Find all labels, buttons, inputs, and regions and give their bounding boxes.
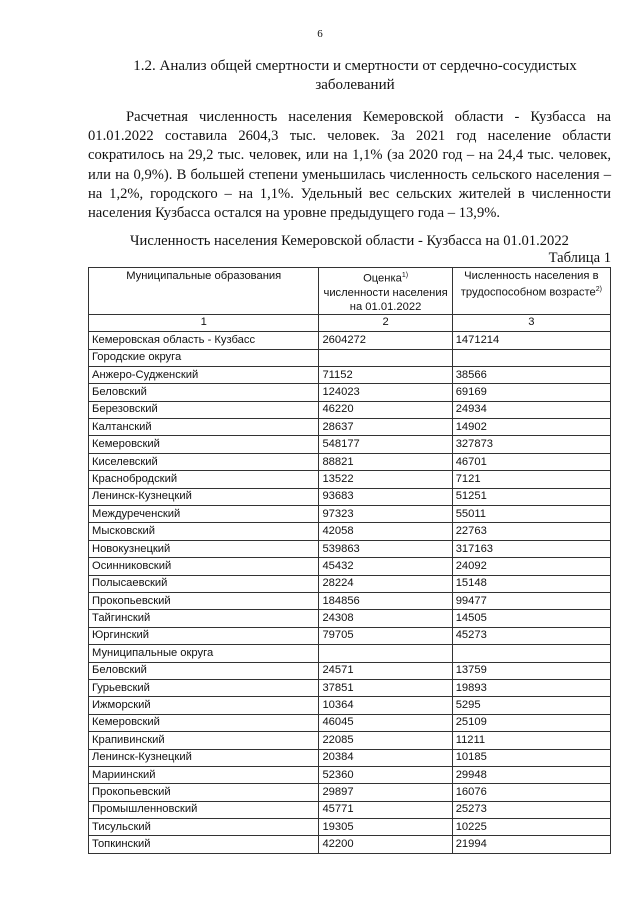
- cell-municipality: Прокопьевский: [89, 592, 319, 609]
- table-row: [89, 592, 611, 609]
- cell-working-age: 55011: [452, 506, 610, 523]
- header-working-age-label: Численность населения в трудоспособном возрасте: [460, 270, 599, 299]
- cell-working-age: 317163: [452, 540, 610, 557]
- table-caption: Численность населения Кемеровской области - Кузбасса на 01.01.2022: [130, 233, 569, 249]
- cell-municipality: Прокопьевский: [89, 784, 319, 801]
- cell-working-age: 10185: [452, 749, 610, 766]
- header-working-age-footnote: 2): [595, 286, 602, 293]
- table-row: [89, 384, 611, 401]
- cell-municipality: Мысковский: [89, 523, 319, 540]
- cell-working-age: 99477: [452, 592, 610, 609]
- cell-municipality: Киселевский: [89, 453, 319, 470]
- cell-estimate: 71152: [319, 366, 452, 383]
- cell-municipality: Беловский: [89, 384, 319, 401]
- table-row: [89, 540, 611, 557]
- cell-municipality: Анжеро-Судженский: [89, 366, 319, 383]
- cell-municipality: Кемеровская область - Кузбасс: [89, 332, 319, 349]
- cell-estimate: 548177: [319, 436, 452, 453]
- cell-municipality: Кемеровский: [89, 714, 319, 731]
- table-number: Таблица 1: [548, 250, 611, 266]
- column-number: 2: [319, 314, 452, 331]
- cell-estimate: 79705: [319, 627, 452, 644]
- cell-working-age: 11211: [452, 732, 610, 749]
- cell-estimate: 28637: [319, 419, 452, 436]
- cell-estimate: 45432: [319, 558, 452, 575]
- cell-municipality: Тисульский: [89, 819, 319, 836]
- cell-working-age: [452, 349, 610, 366]
- cell-municipality: Ижморский: [89, 697, 319, 714]
- cell-estimate: 19305: [319, 819, 452, 836]
- cell-working-age: 29948: [452, 766, 610, 783]
- cell-municipality: Мариинский: [89, 766, 319, 783]
- table-row: [89, 488, 611, 505]
- cell-working-age: 14505: [452, 610, 610, 627]
- table-row: [89, 836, 611, 853]
- cell-municipality: Промышленновский: [89, 801, 319, 818]
- cell-working-age: [452, 645, 610, 662]
- cell-municipality: Новокузнецкий: [89, 540, 319, 557]
- table-row: [89, 523, 611, 540]
- cell-municipality: Беловский: [89, 662, 319, 679]
- cell-estimate: 97323: [319, 506, 452, 523]
- cell-estimate: 88821: [319, 453, 452, 470]
- cell-working-age: 5295: [452, 697, 610, 714]
- cell-estimate: [319, 645, 452, 662]
- cell-working-age: 16076: [452, 784, 610, 801]
- cell-estimate: 124023: [319, 384, 452, 401]
- cell-working-age: 7121: [452, 471, 610, 488]
- table-row: [89, 627, 611, 644]
- cell-estimate: 52360: [319, 766, 452, 783]
- table-row: [89, 558, 611, 575]
- table-row: [89, 732, 611, 749]
- table-row: [89, 645, 611, 662]
- section-heading: 1.2. Анализ общей смертности и смертности от сердечно-сосудистых заболеваний: [133, 58, 577, 93]
- cell-working-age: 38566: [452, 366, 610, 383]
- cell-estimate: [319, 349, 452, 366]
- cell-working-age: 46701: [452, 453, 610, 470]
- cell-estimate: 42058: [319, 523, 452, 540]
- table-row: [89, 784, 611, 801]
- cell-estimate: 2604272: [319, 332, 452, 349]
- table-row: [89, 436, 611, 453]
- cell-working-age: 69169: [452, 384, 610, 401]
- column-number: 3: [452, 314, 610, 331]
- header-working-age: [452, 268, 610, 315]
- cell-working-age: 21994: [452, 836, 610, 853]
- cell-estimate: 24571: [319, 662, 452, 679]
- cell-working-age: 25273: [452, 801, 610, 818]
- header-estimate-label: Оценка: [363, 272, 402, 285]
- table-row: [89, 662, 611, 679]
- table-row: [89, 766, 611, 783]
- table-row: [89, 349, 611, 366]
- cell-municipality: Ленинск-Кузнецкий: [89, 749, 319, 766]
- table-row: [89, 506, 611, 523]
- cell-working-age: 24092: [452, 558, 610, 575]
- cell-estimate: 46220: [319, 401, 452, 418]
- cell-estimate: 28224: [319, 575, 452, 592]
- header-municipality: [89, 268, 319, 315]
- cell-working-age: 13759: [452, 662, 610, 679]
- cell-estimate: 13522: [319, 471, 452, 488]
- table-header-row: [89, 268, 611, 315]
- table-body: [89, 332, 611, 854]
- table-row: [89, 366, 611, 383]
- table-row: [89, 610, 611, 627]
- cell-municipality: Муниципальные округа: [89, 645, 319, 662]
- cell-municipality: Междуреченский: [89, 506, 319, 523]
- cell-working-age: 19893: [452, 679, 610, 696]
- cell-municipality: Калтанский: [89, 419, 319, 436]
- cell-estimate: 42200: [319, 836, 452, 853]
- table-row: [89, 679, 611, 696]
- cell-estimate: 20384: [319, 749, 452, 766]
- cell-municipality: Юргинский: [89, 627, 319, 644]
- table-row: [89, 749, 611, 766]
- cell-working-age: 1471214: [452, 332, 610, 349]
- cell-working-age: 51251: [452, 488, 610, 505]
- cell-estimate: 37851: [319, 679, 452, 696]
- cell-estimate: 93683: [319, 488, 452, 505]
- cell-estimate: 184856: [319, 592, 452, 609]
- header-estimate-rest: численности населения на 01.01.2022: [323, 286, 448, 313]
- cell-municipality: Краснобродский: [89, 471, 319, 488]
- table-row: [89, 714, 611, 731]
- header-estimate: [319, 268, 452, 315]
- column-number-row: [89, 314, 611, 331]
- cell-working-age: 10225: [452, 819, 610, 836]
- cell-municipality: Березовский: [89, 401, 319, 418]
- cell-municipality: Тайгинский: [89, 610, 319, 627]
- header-estimate-footnote: 1): [401, 272, 409, 279]
- cell-working-age: 15148: [452, 575, 610, 592]
- table-row: [89, 453, 611, 470]
- cell-municipality: Крапивинский: [89, 732, 319, 749]
- cell-working-age: 45273: [452, 627, 610, 644]
- population-table: [88, 267, 611, 854]
- table-row: [89, 401, 611, 418]
- cell-working-age: 22763: [452, 523, 610, 540]
- cell-estimate: 46045: [319, 714, 452, 731]
- cell-municipality: Кемеровский: [89, 436, 319, 453]
- cell-estimate: 22085: [319, 732, 452, 749]
- cell-estimate: 29897: [319, 784, 452, 801]
- cell-working-age: 24934: [452, 401, 610, 418]
- table-row: [89, 471, 611, 488]
- table-row: [89, 697, 611, 714]
- table-row: [89, 575, 611, 592]
- cell-working-age: 327873: [452, 436, 610, 453]
- cell-municipality: Ленинск-Кузнецкий: [89, 488, 319, 505]
- table-row: [89, 419, 611, 436]
- cell-working-age: 25109: [452, 714, 610, 731]
- header-municipality-label: Муниципальные образования: [126, 270, 282, 282]
- cell-municipality: Осинниковский: [89, 558, 319, 575]
- table-row: [89, 819, 611, 836]
- cell-estimate: 24308: [319, 610, 452, 627]
- page-number: 6: [317, 28, 323, 40]
- cell-working-age: 14902: [452, 419, 610, 436]
- cell-municipality: Полысаевский: [89, 575, 319, 592]
- cell-estimate: 10364: [319, 697, 452, 714]
- cell-estimate: 539863: [319, 540, 452, 557]
- cell-municipality: Городские округа: [89, 349, 319, 366]
- cell-municipality: Топкинский: [89, 836, 319, 853]
- body-paragraph: Расчетная численность населения Кемеровской области - Кузбасса на 01.01.2022 составила 2604,3 тыс. человек. За 2021 год население области сократилось на 29,2 тыс. человек, или на 1,1% (за 2020 год – на 24,4 тыс. человек, или на 0,9%). В большей степени уменьшилась численность сельского населения – на 1,2%, городского – на 1,1%. Удельный вес сельских жителей в численности населения Кузбасса остался на уровне предыдущего года – 13,9%.: [88, 109, 611, 222]
- table-row: [89, 332, 611, 349]
- cell-municipality: Гурьевский: [89, 679, 319, 696]
- column-number: 1: [89, 314, 319, 331]
- cell-estimate: 45771: [319, 801, 452, 818]
- table-row: [89, 801, 611, 818]
